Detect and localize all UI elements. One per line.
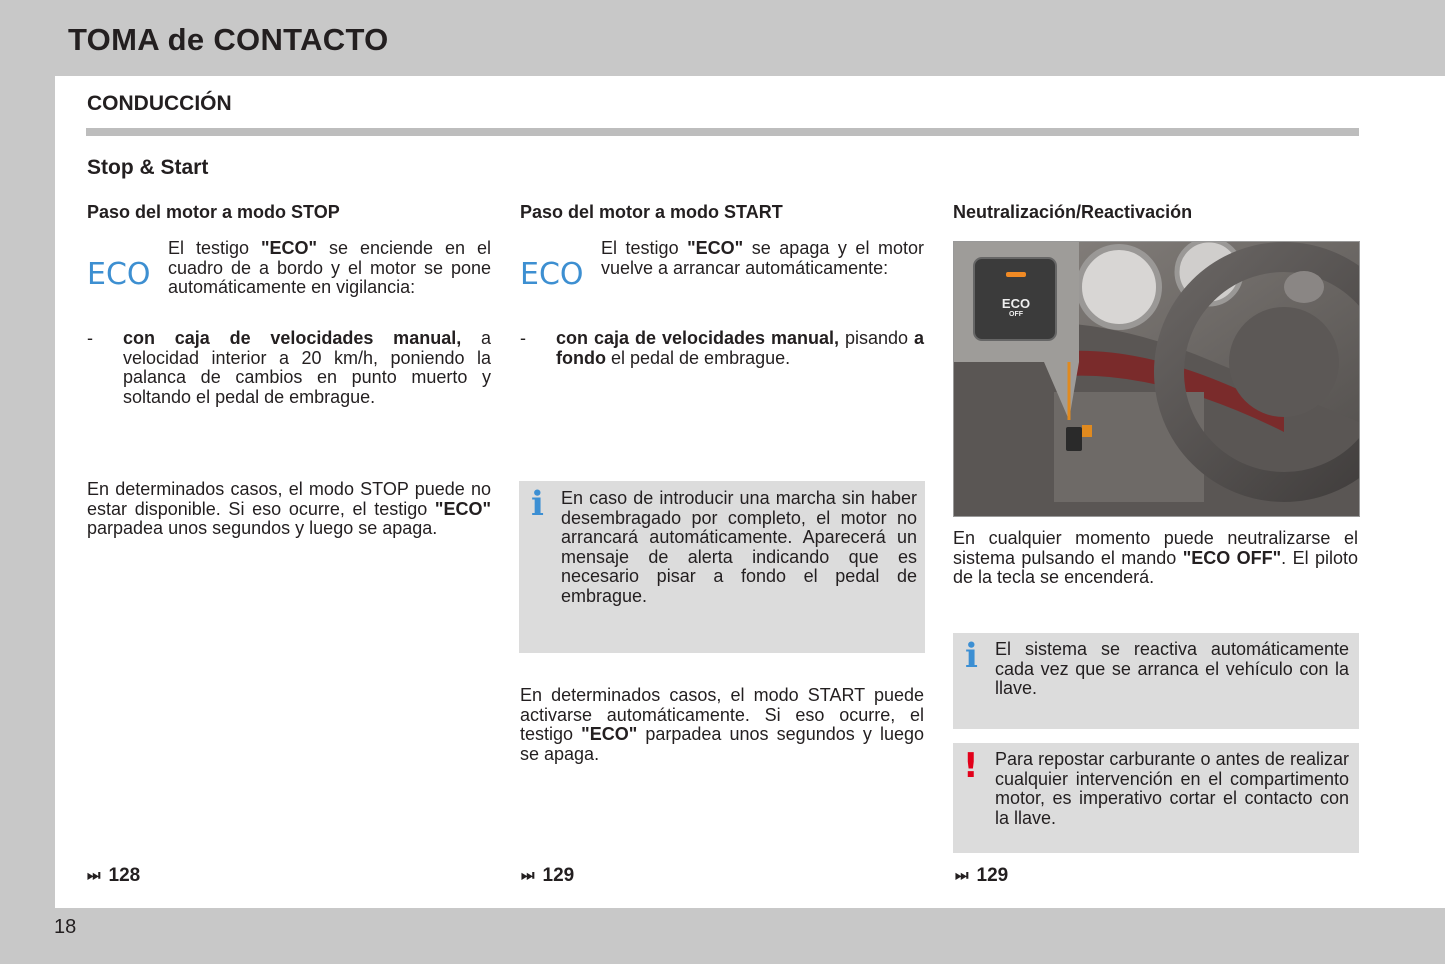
stop-note-text: En determinados casos, el modo STOP puede no estar disponible. Si eso ocurre, el testigo "ECO" parpadea unos segundos y luego se apaga.	[87, 479, 491, 539]
column-heading-stop: Paso del motor a modo STOP	[87, 202, 340, 222]
stop-intro-text: El testigo "ECO" se enciende en el cuadro de a bordo y el motor se pone automáticamente en vigilancia:	[168, 238, 491, 298]
stop-condition-item: - con caja de velocidades manual, a velocidad interior a 20 km/h, poniendo la palanca de cambios en punto muerto y soltando el pedal de embrague.	[87, 328, 491, 407]
start-note-text: En determinados casos, el modo START puede activarse automáticamente. Si eso ocurre, el testigo "ECO" parpadea unos segundos y luego se apaga.	[520, 685, 924, 764]
info-note-text: En caso de introducir una marcha sin haber desembragado por completo, el motor no arrancará automáticamente. Aparecerá un mensaje de alerta indicando que es necesario pisar a fondo el pedal de embrague.	[561, 488, 917, 606]
section-subtitle: Stop & Start	[87, 156, 209, 179]
column-heading-start: Paso del motor a modo START	[520, 202, 783, 222]
next-page-icon: ⏭	[87, 867, 101, 884]
neutralization-text: En cualquier momento puede neutralizarse el sistema pulsando el mando "ECO OFF". El piloto de la tecla se encenderá.	[953, 528, 1358, 588]
page-title: TOMA de CONTACTO	[68, 22, 389, 57]
eco-indicator-icon: ECO	[87, 257, 151, 292]
section-title: CONDUCCIÓN	[87, 92, 232, 115]
eco-indicator-icon: ECO	[520, 257, 584, 292]
start-condition-item: - con caja de velocidades manual, pisando a fondo el pedal de embrague.	[520, 328, 924, 368]
dashboard-eco-off-photo	[953, 241, 1360, 517]
warning-icon: !	[963, 746, 979, 786]
info-note-box	[519, 481, 925, 653]
eco-off-button: ECO OFF	[1001, 296, 1031, 318]
info-icon: i	[965, 636, 978, 676]
warning-note-text: Para repostar carburante o antes de realizar cualquier intervención en el compartimento motor, es imperativo cortar el contacto con la llave.	[995, 749, 1349, 828]
page-number: 18	[54, 916, 77, 938]
column-heading-neutralization: Neutralización/Reactivación	[953, 202, 1193, 222]
next-page-icon: ⏭	[955, 867, 969, 884]
info-note-box	[953, 633, 1359, 729]
page-reference[interactable]: ⏭ 128	[87, 865, 141, 886]
page-reference[interactable]: ⏭ 129	[521, 865, 575, 886]
reactivation-note-text: El sistema se reactiva automáticamente cada vez que se arranca el vehículo con la llave.	[995, 639, 1349, 699]
section-divider	[86, 128, 1359, 136]
next-page-icon: ⏭	[521, 867, 535, 884]
warning-note-box	[953, 743, 1359, 853]
page-reference[interactable]: ⏭ 129	[955, 865, 1009, 886]
info-icon: i	[531, 484, 544, 524]
start-intro-text: El testigo "ECO" se apaga y el motor vuelve a arrancar automáticamente:	[601, 238, 924, 278]
